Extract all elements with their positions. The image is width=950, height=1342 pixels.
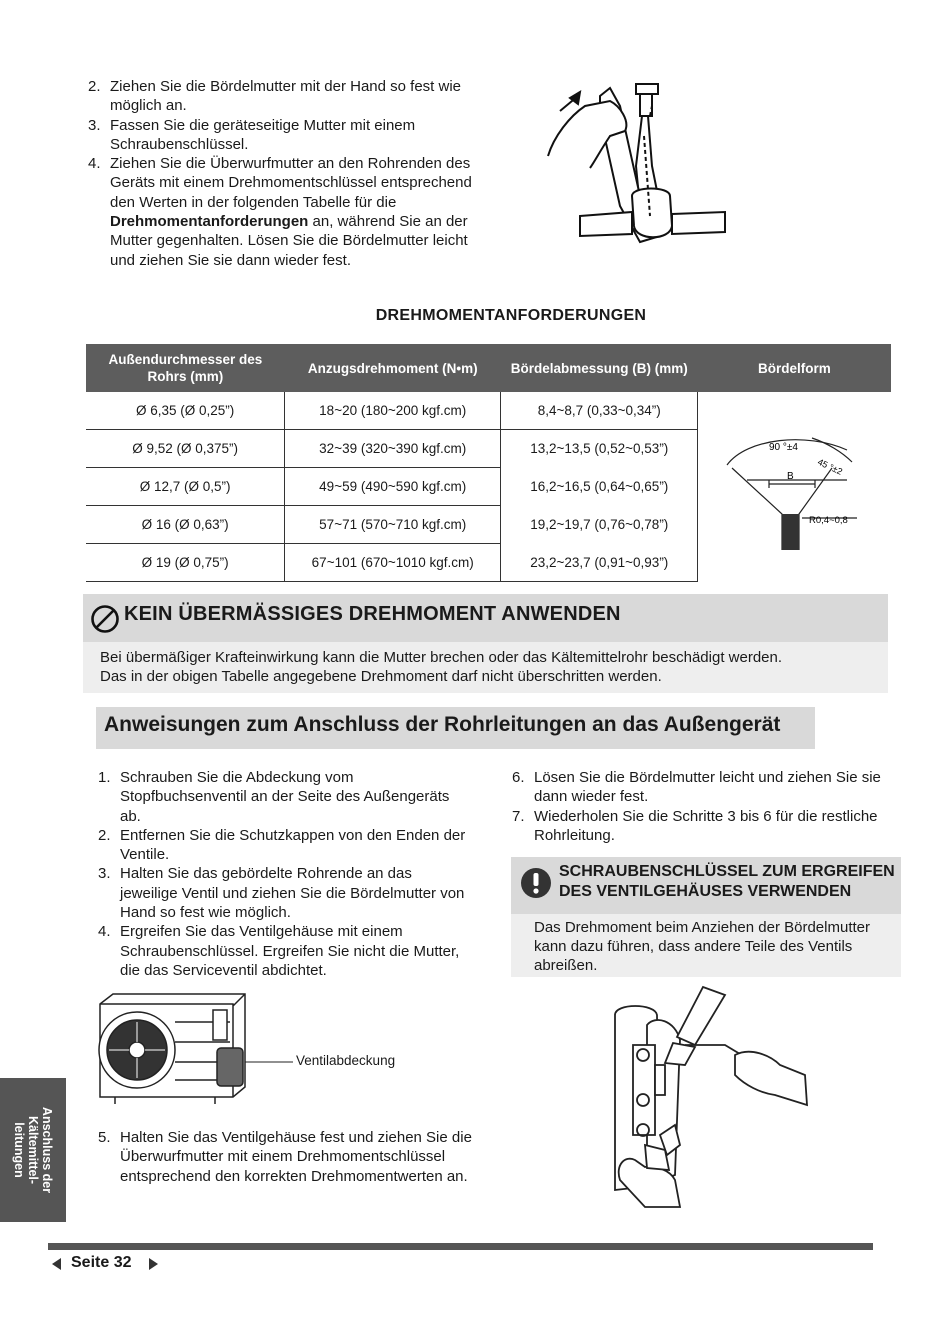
table-cell: 49~59 (490~590 kgf.cm): [285, 468, 501, 506]
flare-shape-diagram: [707, 410, 882, 560]
torque-table: [86, 344, 891, 582]
column-header: Außendurchmesser des Rohrs (mm): [86, 344, 285, 392]
svg-text:90 °±4: 90 °±4: [769, 442, 799, 454]
table-cell: 13,2~13,5 (0,52~0,53”): [530, 441, 669, 457]
prev-page-icon[interactable]: [52, 1258, 62, 1270]
step5-list: [98, 1128, 478, 1186]
table-cell: 57~71 (570~710 kgf.cm): [285, 506, 501, 544]
table-row: [86, 392, 891, 430]
valve-cover-label: Ventilabdeckung: [296, 1053, 396, 1068]
top-steps-list: [88, 77, 488, 270]
warning-title: KEIN ÜBERMÄSSIGES DREHMOMENT ANWENDEN: [124, 603, 621, 625]
list-item: 2. Entfernen Sie die Schutzkappen von den Enden der Ventile.: [98, 826, 466, 864]
caution-title: SCHRAUBENSCHLÜSSEL ZUM ERGREIFEN DES VENTILGEHÄUSES VERWENDEN: [559, 863, 895, 900]
table-header-row: [86, 344, 891, 392]
wrench-flare-illustration: [540, 76, 740, 246]
section-title: Anweisungen zum Anschluss der Rohrleitungen an das Außengerät: [104, 713, 781, 736]
prohibited-icon: [90, 604, 120, 634]
table-cell: Ø 16 (Ø 0,63”): [86, 506, 285, 544]
valve-wrench-illustration: [585, 985, 810, 1210]
side-tab-label: Anschluss der Kältemittel- leitungen: [12, 1106, 54, 1194]
table-cell: 19,2~19,7 (0,76~0,78”): [530, 517, 669, 532]
table-cell: Ø 9,52 (Ø 0,375”): [86, 430, 285, 468]
list-item: 4. Ziehen Sie die Überwurfmutter an den Rohrenden des Geräts mit einem Drehmomentschlüssel entsprechend den Werten in der folgenden Tabelle für die Drehmomentanforderungen an, während Sie an der Mutter gegenhalten. Lösen Sie die Bördelmutter leicht und ziehen Sie sie dann wieder fest.: [88, 155, 472, 269]
exclamation-icon: [520, 867, 552, 899]
table-cell: 23,2~23,7 (0,91~0,93”): [501, 544, 698, 582]
list-item: 3. Halten Sie das gebördelte Rohrende an das jeweilige Ventil und ziehen Sie die Bördelmutter von Hand so fest wie möglich.: [98, 865, 465, 922]
table-cell: 8,4~8,7 (0,33~0,34”): [501, 392, 698, 430]
svg-text:45 °±2: 45 °±2: [816, 456, 845, 478]
table-cell: 32~39 (320~390 kgf.cm): [285, 430, 501, 468]
list-item: 1. Schrauben Sie die Abdeckung vom Stopfbuchsenventil an der Seite des Außengeräts ab.: [98, 769, 450, 825]
caution-text: Das Drehmoment beim Anziehen der Bördelmutter kann dazu führen, dass andere Teile des Ventils abreißen.: [534, 919, 870, 974]
table-cell: Ø 19 (Ø 0,75”): [86, 544, 285, 582]
outdoor-unit-illustration: [95, 992, 295, 1107]
table-cell: Ø 6,35 (Ø 0,25”): [86, 392, 285, 430]
footer-bar: [48, 1243, 873, 1250]
table-cell: Ø 12,7 (Ø 0,5”): [86, 468, 285, 506]
list-item: 4. Ergreifen Sie das Ventilgehäuse mit einem Schraubenschlüssel. Ergreifen Sie nicht die Mutter, die das Serviceventil abdichtet.: [98, 923, 460, 979]
page-number: Seite 32: [71, 1254, 132, 1271]
svg-text:B: B: [787, 471, 794, 483]
table-title: DREHMOMENTANFORDERUNGEN: [375, 307, 647, 324]
svg-text:R0,4~0,8: R0,4~0,8: [809, 515, 848, 527]
list-item: 6. Lösen Sie die Bördelmutter leicht und ziehen Sie sie dann wieder fest.: [512, 769, 881, 806]
list-item: 3. Fassen Sie die geräteseitige Mutter mit einem Schraubenschlüssel.: [88, 116, 416, 153]
flare-shape-cell: [698, 392, 891, 582]
table-cell: 18~20 (180~200 kgf.cm): [285, 392, 501, 430]
list-item: 5. Halten Sie das Ventilgehäuse fest und ziehen Sie die Überwurfmutter mit einem Drehmomentschlüssel entsprechend den korrekten Drehmomentwerten an.: [98, 1129, 472, 1185]
warning-text: Bei übermäßiger Krafteinwirkung kann die Mutter brechen oder das Kältemittelrohr beschädigt werden. Das in der obigen Tabelle angegebene Drehmoment darf nicht überschritten werden.: [100, 649, 783, 685]
column-header: Bördelabmessung (B) (mm): [501, 344, 698, 392]
left-steps-list: [98, 768, 468, 980]
table-cell: 67~101 (670~1010 kgf.cm): [285, 544, 501, 582]
column-header: Bördelform: [698, 344, 891, 392]
right-steps-list: [512, 768, 892, 845]
list-item: 2. Ziehen Sie die Bördelmutter mit der Hand so fest wie möglich an.: [88, 78, 461, 115]
table-cell: 16,2~16,5 (0,64~0,65”): [530, 479, 669, 494]
side-tab[interactable]: [0, 1078, 66, 1222]
next-page-icon[interactable]: [148, 1258, 158, 1270]
column-header: Anzugsdrehmoment (N•m): [285, 344, 501, 392]
list-item: 7. Wiederholen Sie die Schritte 3 bis 6 für die restliche Rohrleitung.: [512, 807, 878, 844]
